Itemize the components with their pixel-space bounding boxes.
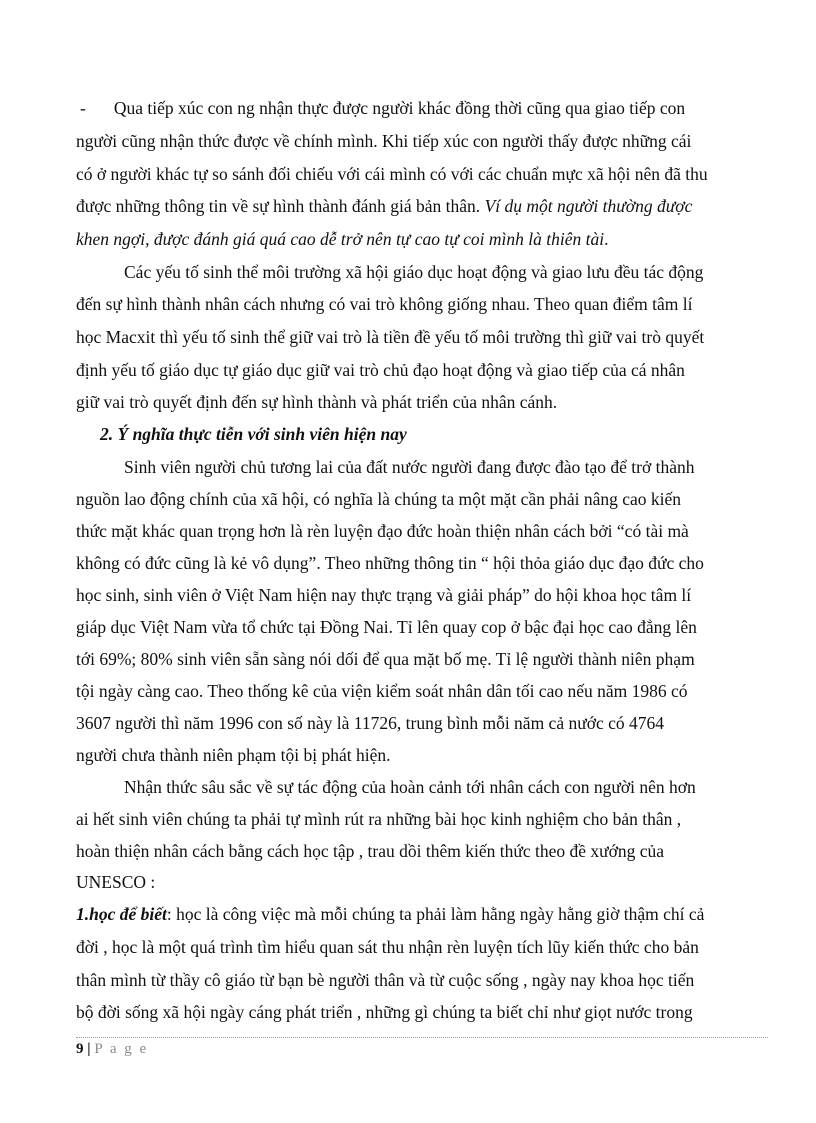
text-line: hoàn thiện nhân cách bằng cách học tập , trau dồi thêm kiến thức theo đề xướng của <box>76 841 665 861</box>
text-line: có ở người khác tự so sánh đối chiếu với cái mình có với các chuẩn mực xã hội nên đã thu <box>76 164 708 184</box>
text-line: thức mặt khác quan trọng hơn là rèn luyện đạo đức hoàn thiện nhân cách bởi “có tài mà <box>76 521 689 541</box>
text-line: đến sự hình thành nhân cách nhưng có vai trò không giống nhau. Theo quan điểm tâm lí <box>76 294 693 314</box>
text-line: học sinh, sinh viên ở Việt Nam hiện nay thực trạng và giải pháp” do hội khoa học tâm lí <box>76 585 692 605</box>
footer-divider <box>76 1037 768 1038</box>
text-line: giáp dục Việt Nam vừa tổ chức tại Đồng Nai. Tỉ lên quay cop ở bậc đại học cao đẳng lên <box>76 617 697 637</box>
paragraph-text: Qua tiếp xúc con ng nhận thực được người khác đồng thời cũng qua giao tiếp con <box>113 98 686 118</box>
bullet-line <box>80 97 772 119</box>
text-line: tội ngày càng cao. Theo thống kê của viện kiểm soát nhân dân tối cao nếu năm 1986 có <box>76 681 688 701</box>
text-line: học Macxit thì yếu tố sinh thể giữ vai trò là tiền đề yếu tố môi trường thì giữ vai trò quyết <box>76 327 705 347</box>
text-line: UNESCO : <box>76 872 156 892</box>
text-line: Các yếu tố sinh thể môi trường xã hội giáo dục hoạt động và giao lưu đều tác động <box>124 262 704 282</box>
footer-separator: | <box>87 1041 91 1057</box>
text-line: người cũng nhận thức được về chính mình. Khi tiếp xúc con người thấy được những cái <box>76 131 692 151</box>
text-line: ai hết sinh viên chúng ta phải tự mình rút ra những bài học kinh nghiệm cho bản thân , <box>76 809 682 829</box>
text-line: đời , học là một quá trình tìm hiểu quan sát thu nhận rèn luyện tích lũy kiến thức cho bản <box>76 937 699 957</box>
text-line: Nhận thức sâu sắc về sự tác động của hoàn cảnh tới nhân cách con người nên hơn <box>124 777 696 797</box>
text-line: nguồn lao động chính của xã hội, có nghĩa là chúng ta một mặt cần phải nâng cao kiến <box>76 489 682 509</box>
text-segment: : học là công việc mà mỗi chúng ta phải làm hằng ngày hằng giờ thậm chí cả <box>166 904 705 924</box>
text-line: bộ đời sống xã hội ngày cáng phát triển , những gì chúng ta biết chỉ như giọt nước trong <box>76 1002 693 1022</box>
page-label: P a g e <box>94 1041 149 1057</box>
text-segment: được những thông tin về sự hình thành đánh giá bản thân. <box>76 196 485 216</box>
section-heading: 2. Ý nghĩa thực tiễn với sinh viên hiện nay <box>100 424 407 444</box>
text-line <box>76 228 608 250</box>
italic-example: Ví dụ một người thường được <box>484 196 693 216</box>
page-number: 9 <box>76 1041 84 1057</box>
bullet-marker: - <box>80 98 86 118</box>
text-line: 3607 người thì năm 1996 con số này là 11726, trung bình mỗi năm cả nước có 4764 <box>76 713 664 733</box>
text-line: tới 69%; 80% sinh viên sẵn sàng nói dối để qua mặt bố mẹ. Tỉ lệ người thành niên phạm <box>76 649 695 669</box>
italic-example: khen ngợi, được đánh giá quá cao dễ trở nên tự cao tự coi mình là thiên tài <box>76 229 605 249</box>
text-line: người chưa thành niên phạm tội bị phát hiện. <box>76 745 391 765</box>
numbered-item-title: 1.học để biết <box>76 904 167 924</box>
text-line: thân mình từ thầy cô giáo từ bạn bè người thân và từ cuộc sống , ngày nay khoa học tiến <box>76 970 695 990</box>
text-line <box>76 195 692 217</box>
text-line <box>76 903 704 925</box>
text-line: giữ vai trò quyết định đến sự hình thành và phát triển của nhân cánh. <box>76 392 558 412</box>
page-footer <box>76 1041 148 1058</box>
text-segment: . <box>604 229 609 249</box>
text-line: định yếu tố giáo dục tự giáo dục giữ vai trò chủ đạo hoạt động và giao tiếp của cá nhân <box>76 360 685 380</box>
text-line: không có đức cũng là kẻ vô dụng”. Theo những thông tin “ hội thỏa giáo dục đạo đức cho <box>76 553 704 573</box>
text-line: Sinh viên người chủ tương lai của đất nước người đang được đào tạo để trở thành <box>124 457 695 477</box>
